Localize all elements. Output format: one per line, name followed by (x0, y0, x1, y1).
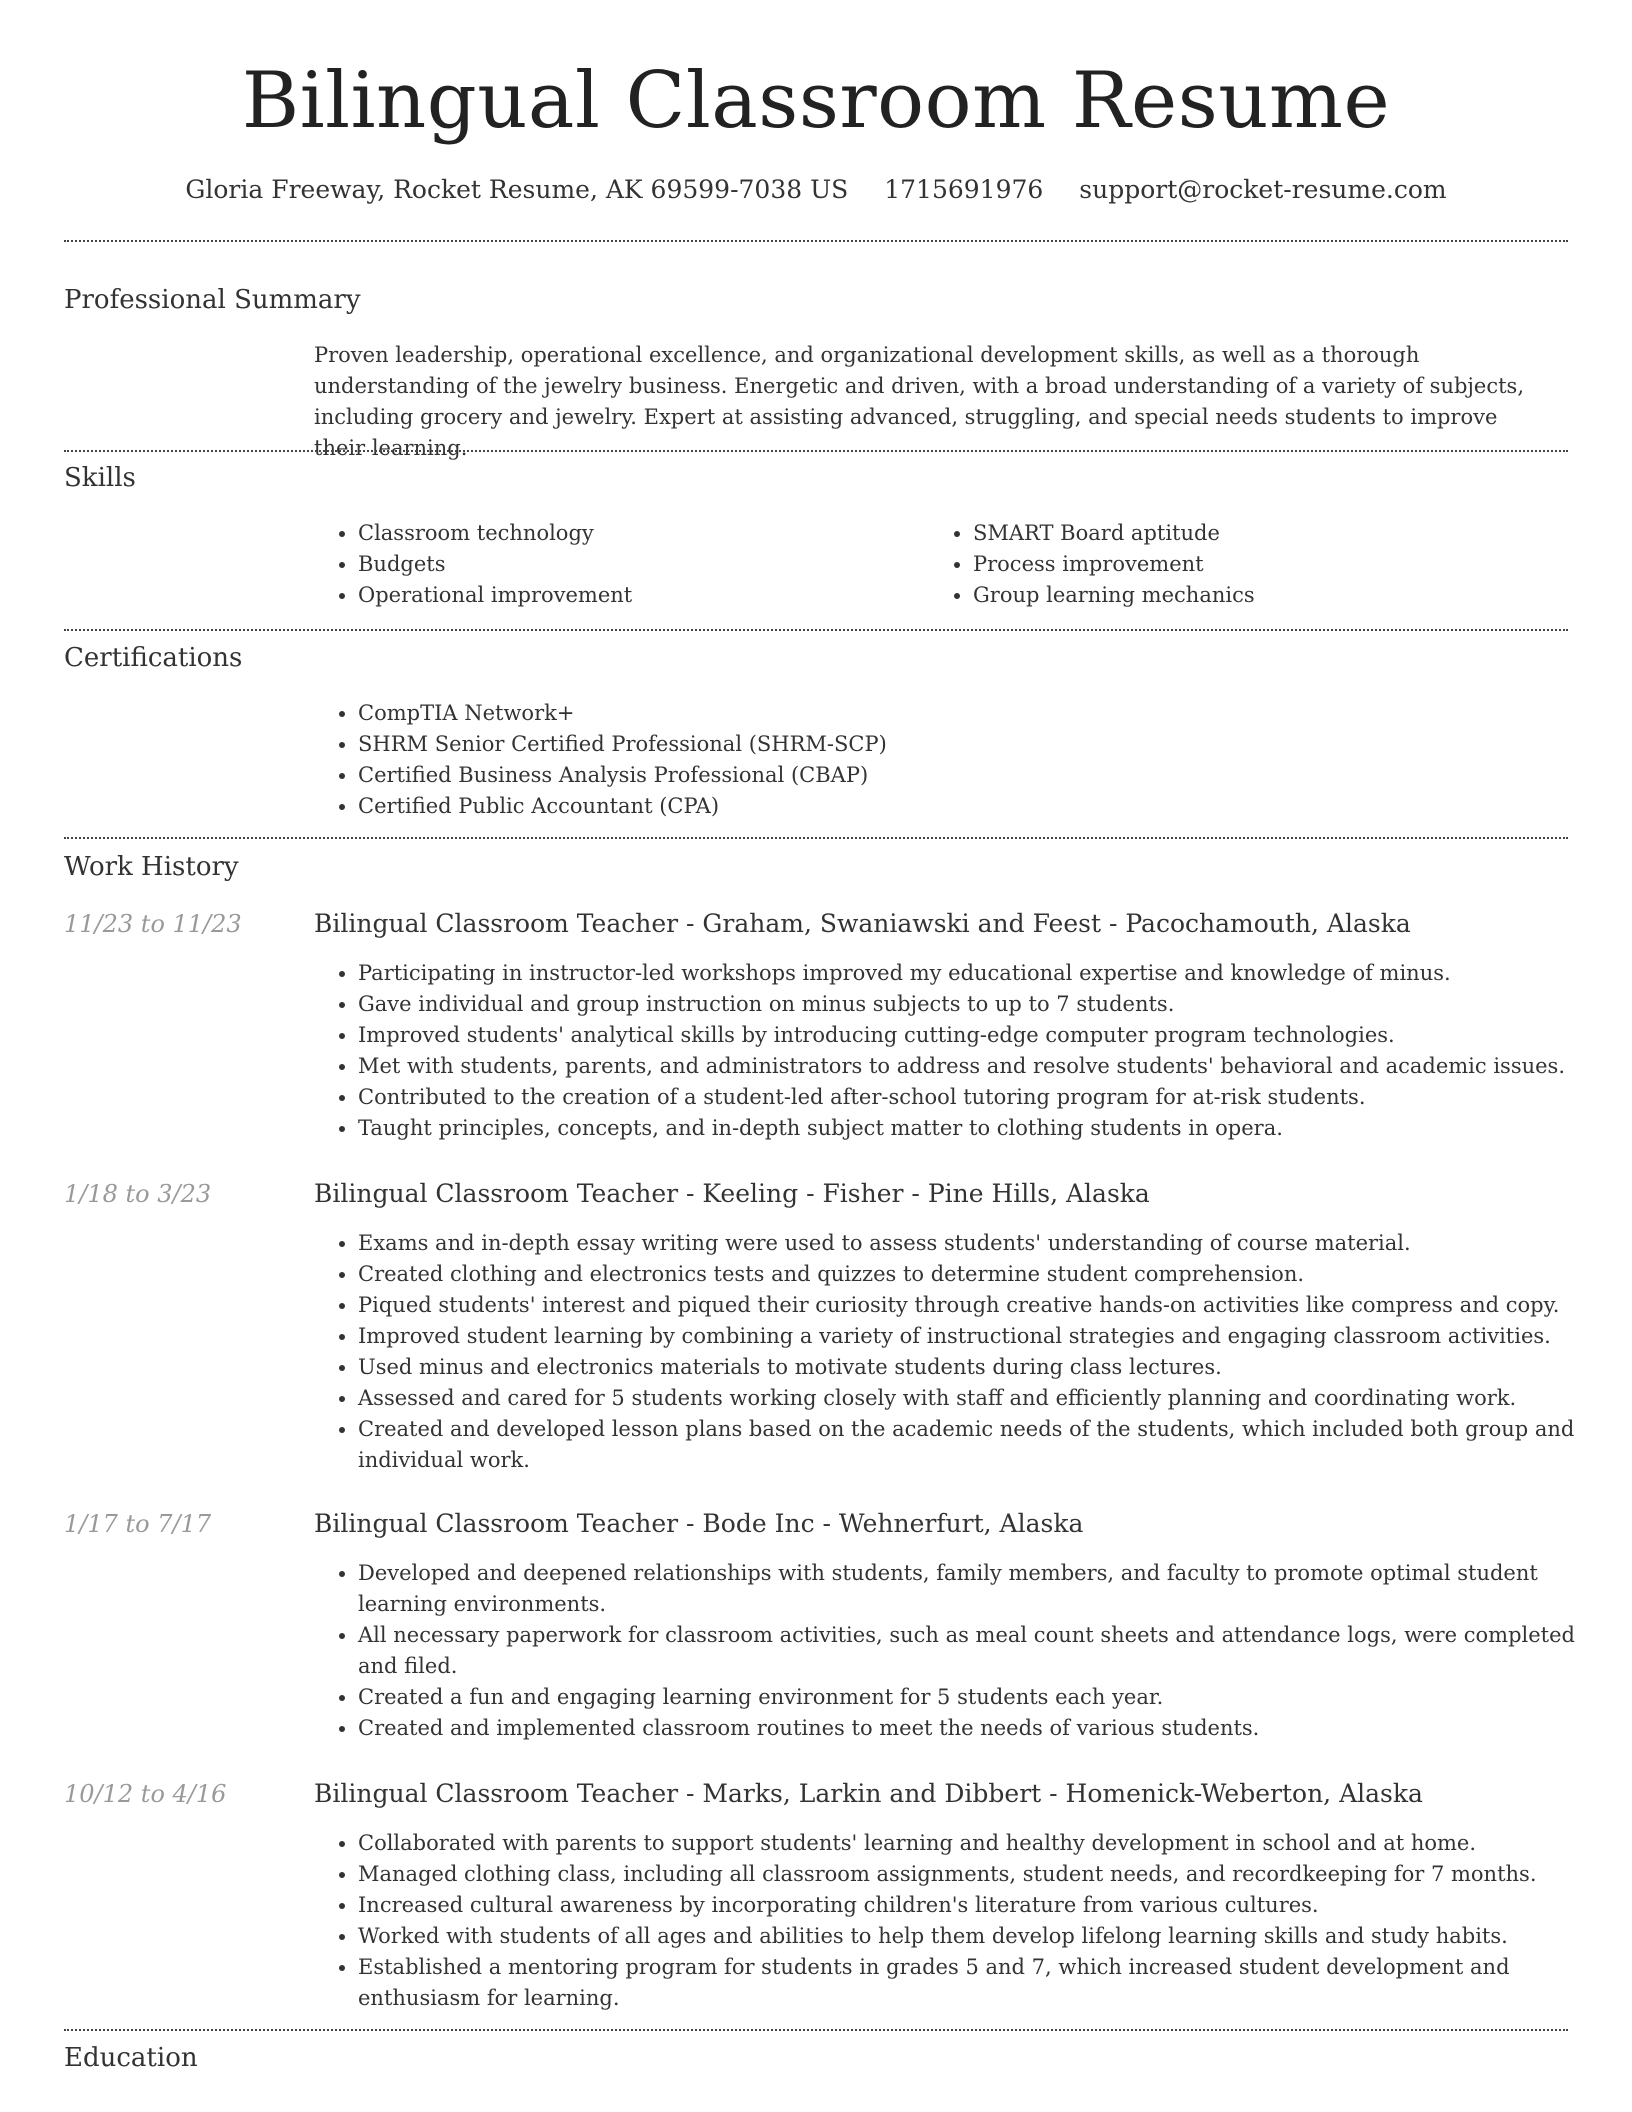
job-bullet: • Exams and in-depth essay writing were used to assess students' understanding of course material. (358, 1228, 1598, 1259)
skill-item: • Group learning mechanics (973, 580, 1573, 611)
skill-item: • Operational improvement (358, 580, 918, 611)
certifications-list (314, 698, 1558, 822)
section-title-education: Education (64, 2043, 198, 2073)
divider (64, 240, 1568, 242)
certification-item: • Certified Business Analysis Professional (CBAP) (358, 760, 1558, 791)
section-title-work-history: Work History (64, 852, 239, 882)
job-title: Bilingual Classroom Teacher - Graham, Swaniawski and Feest - Pacochamouth, Alaska (314, 909, 1411, 938)
job-bullets (314, 1558, 1598, 1744)
job-bullet: • Contributed to the creation of a student-led after-school tutoring program for at-risk students. (358, 1082, 1598, 1113)
divider (64, 629, 1568, 631)
job-bullet: • Created a fun and engaging learning environment for 5 students each year. (358, 1682, 1598, 1713)
job-bullet: • Worked with students of all ages and abilities to help them develop lifelong learning skills and study habits. (358, 1921, 1598, 1952)
certification-item: • Certified Public Accountant (CPA) (358, 791, 1558, 822)
summary-text: Proven leadership, operational excellence, and organizational development skills, as well as a thorough understanding of the jewelry business. Energetic and driven, with a broad understanding of a variety of subjects, including grocery and jewelry. Expert at assisting advanced, struggling, and special needs students to improve their learning. (314, 343, 1525, 460)
skills-list-left (314, 518, 918, 611)
contact-line (0, 170, 1632, 210)
job-date: 11/23 to 11/23 (64, 910, 242, 938)
job-bullet: • Managed clothing class, including all classroom assignments, student needs, and recordkeeping for 7 months. (358, 1859, 1598, 1890)
divider (64, 2029, 1568, 2031)
job-bullet: • Created and implemented classroom routines to meet the needs of various students. (358, 1713, 1598, 1744)
skills-list-right (929, 518, 1573, 611)
job-bullet: • Developed and deepened relationships with students, family members, and faculty to promote optimal student learning environments. (358, 1558, 1598, 1620)
job-bullets (314, 1228, 1598, 1476)
job-date: 1/17 to 7/17 (64, 1510, 212, 1538)
job-bullet: • Collaborated with parents to support students' learning and healthy development in school and at home. (358, 1828, 1598, 1859)
job-bullets (314, 958, 1598, 1144)
skill-item: • Budgets (358, 549, 918, 580)
job-title: Bilingual Classroom Teacher - Bode Inc - Wehnerfurt, Alaska (314, 1509, 1084, 1538)
job-bullet: • Improved students' analytical skills by introducing cutting-edge computer program technologies. (358, 1020, 1598, 1051)
job-bullet: • Created and developed lesson plans based on the academic needs of the students, which included both group and individual work. (358, 1414, 1598, 1476)
contact-email: support@rocket-resume.com (1079, 175, 1447, 204)
divider (64, 450, 1568, 452)
job-bullet: • Created clothing and electronics tests and quizzes to determine student comprehension. (358, 1259, 1598, 1290)
section-title-summary: Professional Summary (64, 285, 361, 315)
certification-item: • SHRM Senior Certified Professional (SHRM-SCP) (358, 729, 1558, 760)
job-bullet: • Participating in instructor-led workshops improved my educational expertise and knowledge of minus. (358, 958, 1598, 989)
skill-item: • Classroom technology (358, 518, 918, 549)
certification-item: • CompTIA Network+ (358, 698, 1558, 729)
contact-address: Gloria Freeway, Rocket Resume, AK 69599-7038 US (185, 175, 849, 204)
job-bullet: • Taught principles, concepts, and in-depth subject matter to clothing students in opera. (358, 1113, 1598, 1144)
job-bullet: • Met with students, parents, and administrators to address and resolve students' behavioral and academic issues. (358, 1051, 1598, 1082)
job-bullet: • Assessed and cared for 5 students working closely with staff and efficiently planning and coordinating work. (358, 1383, 1598, 1414)
resume-title: Bilingual Classroom Resume (241, 56, 1391, 146)
contact-phone: 1715691976 (884, 175, 1044, 204)
job-title: Bilingual Classroom Teacher - Marks, Larkin and Dibbert - Homenick-Weberton, Alaska (314, 1779, 1423, 1808)
job-bullet: • Piqued students' interest and piqued their curiosity through creative hands-on activities like compress and copy. (358, 1290, 1598, 1321)
job-bullet: • Improved student learning by combining a variety of instructional strategies and engaging classroom activities. (358, 1321, 1598, 1352)
job-date: 10/12 to 4/16 (64, 1780, 227, 1808)
job-bullets (314, 1828, 1598, 2014)
skill-item: • Process improvement (973, 549, 1573, 580)
job-bullet: • All necessary paperwork for classroom activities, such as meal count sheets and attendance logs, were completed and filed. (358, 1620, 1598, 1682)
job-bullet: • Established a mentoring program for students in grades 5 and 7, which increased student development and enthusiasm for learning. (358, 1952, 1598, 2014)
job-bullet: • Increased cultural awareness by incorporating children's literature from various cultures. (358, 1890, 1598, 1921)
divider (64, 837, 1568, 839)
job-title: Bilingual Classroom Teacher - Keeling - Fisher - Pine Hills, Alaska (314, 1179, 1150, 1208)
job-bullet: • Used minus and electronics materials to motivate students during class lectures. (358, 1352, 1598, 1383)
section-title-skills: Skills (64, 463, 136, 493)
job-bullet: • Gave individual and group instruction on minus subjects to up to 7 students. (358, 989, 1598, 1020)
job-date: 1/18 to 3/23 (64, 1180, 212, 1208)
skill-item: • SMART Board aptitude (973, 518, 1573, 549)
section-title-certifications: Certifications (64, 643, 243, 673)
